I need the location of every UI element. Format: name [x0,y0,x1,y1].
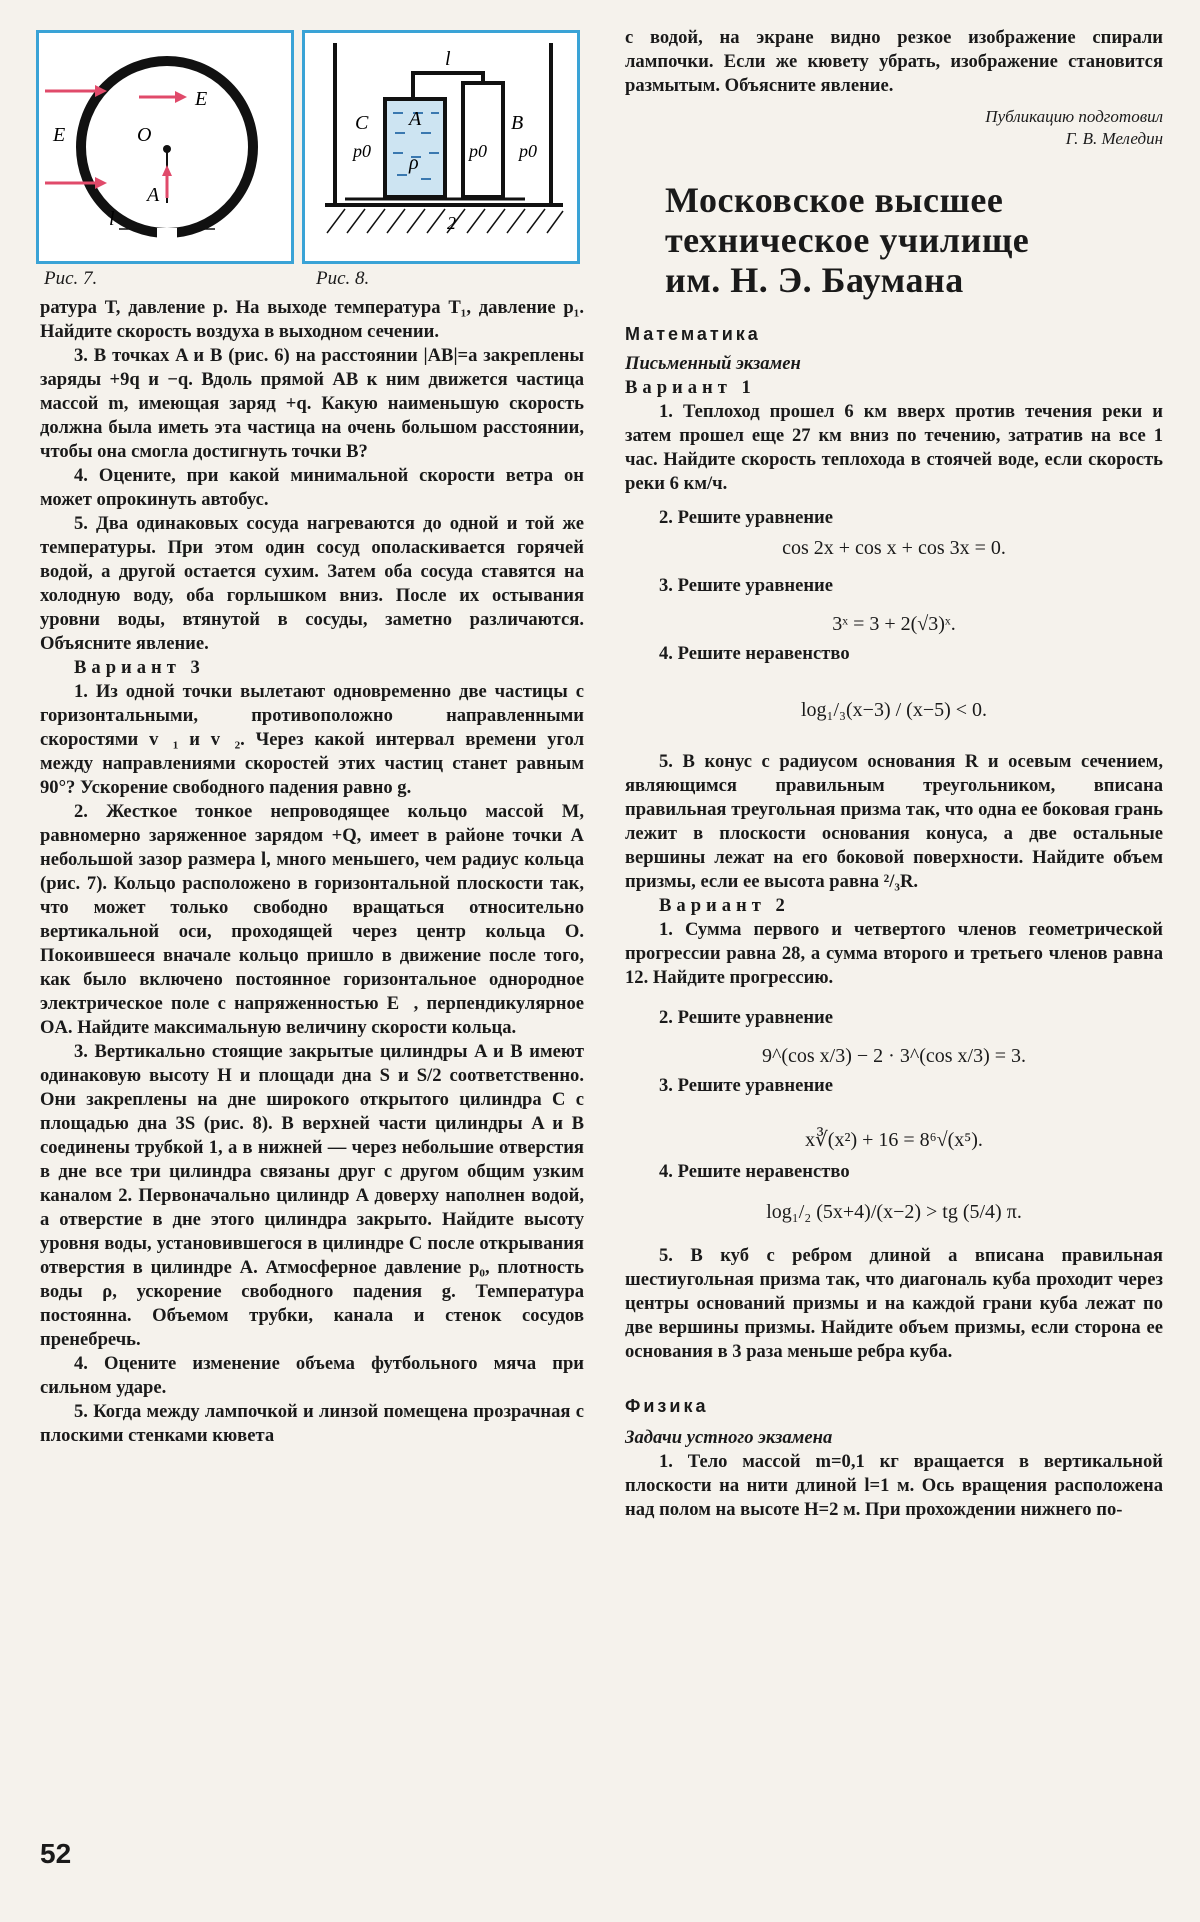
cylinders-diagram [305,33,577,261]
problem-m2-5: 5. В куб с ребром длиной a вписана правильная шестиугольная призма так, что диагональ куба проходит через центры оснований призмы и на каждой грани куба лежат по две вершины призмы. Найдите объем призмы, если сторона ее основания в 3 раза меньше ребра куба. [625,1245,1163,1362]
problem-4: 4. Оцените, при какой минимальной скорости ветра он может опрокинуть автобус. [40,465,584,510]
credit-line: Публикацию подготовил [985,107,1163,126]
problem-3: 3. В точках A и B (рис. 6) на расстоянии |AB|=a закреплены заряды +9q и −q. Вдоль прямой AB к ним движется частица массой m, имеющая заряд +q. Какую наименьшую скорость должна была иметь эта частица на очень большом расстоянии, чтобы она смогла достигнуть точки B? [40,345,584,462]
figure-8-caption: Рис. 8. [316,268,370,289]
paragraph: ратура T, давление p. На выходе температура T₁, давление p₁. Найдите скорость воздуха в выходном сечении. [40,297,584,342]
label-b: B [511,112,524,134]
label-a: A [147,184,160,206]
problem-5: 5. Два одинаковых сосуда нагреваются до одной и той же температуры. При этом один сосуд ополаскивается горячей водой, а другой остается сухим. Затем оба сосуда ставятся на холодную воду, оба горлышком вниз. После их остывания уровни воды, втянутой в сосуды, заметно различаются. Объясните явление. [40,513,584,654]
problem-v3-1: 1. Из одной точки вылетают одновременно две частицы с горизонтальными, противоположно направленными скоростями v⃗₁ и v⃗₂. Через какой интервал времени угол между направлениями скоростей этих частиц станет равным 90°? Ускорение свободного падения равно g. [40,681,584,798]
problem-v3-4: 4. Оцените изменение объема футбольного мяча при сильном ударе. [40,1353,584,1398]
formula-m2-4: log₁/₂ (5x+4)/(x−2) > tg (5/4) π. [766,1201,1022,1223]
label-e-left: E [53,124,66,146]
page-number: 52 [40,1838,72,1869]
problem-m2-2: 2. Решите уравнение [659,1007,834,1028]
variant-3-heading: Вариант 3 [74,657,205,678]
problem-v3-5: 5. Когда между лампочкой и линзой помещена прозрачная с плоскими стенками кювета [40,1401,584,1446]
label-c: C [355,112,369,134]
variant-1-heading: Вариант 1 [625,377,756,398]
section-math: Математика [625,324,761,344]
label-l: l [109,208,115,230]
problem-p-1: 1. Тело массой m=0,1 кг вращается в вертикальной плоскости на нити длиной l=1 м. Ось вращения расположена над полом на высоте H=2 м. При прохождении нижнего по- [625,1451,1163,1520]
problem-m2-3: 3. Решите уравнение [659,1075,834,1096]
label-o: O [137,124,152,146]
label-p0-out: p0 [519,141,537,161]
label-1: l [445,48,451,70]
right-column [625,0,1163,1522]
problem-m1-2: 2. Решите уравнение [659,507,834,528]
label-2: 2 [447,213,456,233]
problem-m1-4: 4. Решите неравенство [659,643,850,664]
label-rho: ρ [409,152,419,174]
formula-m2-3: x∛(x²) + 16 = 8⁶√(x⁵). [805,1129,983,1151]
variant-2-heading: Вариант 2 [659,895,790,916]
section-physics: Физика [625,1396,709,1416]
formula-m2-2: 9^(cos x/3) − 2 · 3^(cos x/3) = 3. [761,1045,1027,1067]
credit-author: Г. В. Меледин [1065,129,1163,148]
figure-8 [302,30,580,264]
figure-7-caption: Рис. 7. [44,268,98,289]
left-column [40,296,584,1448]
label-p0-b: p0 [469,141,487,161]
problem-m2-1: 1. Сумма первого и четвертого членов геометрической прогрессии равна 28, а сумма второго и третьего членов равна 12. Найдите прогрессию. [625,919,1163,988]
subsection-oral: Задачи устного экзамена [625,1427,833,1448]
problem-m2-4: 4. Решите неравенство [659,1161,850,1182]
article-title: Московское высшее техническое училище им. Н. Э. Баумана [665,180,1030,300]
figure-7 [36,30,294,264]
problem-v3-3: 3. Вертикально стоящие закрытые цилиндры A и B имеют одинаковую высоту H и площади дна S и S/2 соответственно. Они закреплены на дне широкого открытого цилиндра C с площадью дна 3S (рис. 8). В верхней части цилиндры A и B соединены трубкой 1, а в нижней — через небольшие отверстия в дне все три цилиндра связаны друг с другом общим узким каналом 2. Первоначально цилиндр A доверху наполнен водой, а отверстие в дне этого цилиндра закрыто. Найдите высоту уровня воды, установившегося в цилиндре C после открывания отверстия в цилиндре A. Атмосферное давление p₀, плотность воды ρ, ускорение свободного падения g. Температура постоянна. Объемом трубки, канала и стенок сосудов пренебречь. [40,1041,584,1350]
problem-m1-5: 5. В конус с радиусом основания R и осевым сечением, являющимся правильным треугольником, вписана правильная треугольная призма так, что одна ее боковая грань лежит в плоскости основания конуса, а две остальные вершины лежат на его боковой поверхности. Найдите объем призмы, если ее высота равна ²/₃R. [625,751,1163,892]
formula-m1-2: cos 2x + cos x + cos 3x = 0. [782,537,1006,559]
ring-diagram [39,33,291,261]
paragraph: с водой, на экране видно резкое изображение спирали лампочки. Если же кювету убрать, изображение становится размытым. Объясните явление. [625,27,1163,96]
problem-m1-1: 1. Теплоход прошел 6 км вверх против течения реки и затем прошел еще 27 км вниз по течению, затратив на все 1 час. Найдите скорость теплохода в стоячей воде, если скорость реки 6 км/ч. [625,401,1163,494]
subsection-written: Письменный экзамен [625,353,801,374]
formula-m1-4: log₁/₃(x−3) / (x−5) < 0. [800,699,988,721]
label-a: A [409,108,422,130]
label-p0-c: p0 [353,141,371,161]
label-e-right: E [195,88,208,110]
problem-v3-2: 2. Жесткое тонкое непроводящее кольцо массой M, равномерно заряженное зарядом +Q, имеет в районе точки A небольшой зазор размера l, много меньшего, чем радиус кольца (рис. 7). Кольцо расположено в горизонтальной плоскости так, что может только свободно вращаться относительно вертикальной оси, проходящей через центр кольца O. Покоившееся вначале кольцо пришло в движение после того, как было включено постоянное горизонтальное однородное электрическое поле с напряженностью E⃗, перпендикулярное OA. Найдите максимальную величину скорости кольца. [40,801,584,1038]
formula-m1-3: 3ˣ = 3 + 2(√3)ˣ. [832,613,956,635]
problem-m1-3: 3. Решите уравнение [659,575,834,596]
